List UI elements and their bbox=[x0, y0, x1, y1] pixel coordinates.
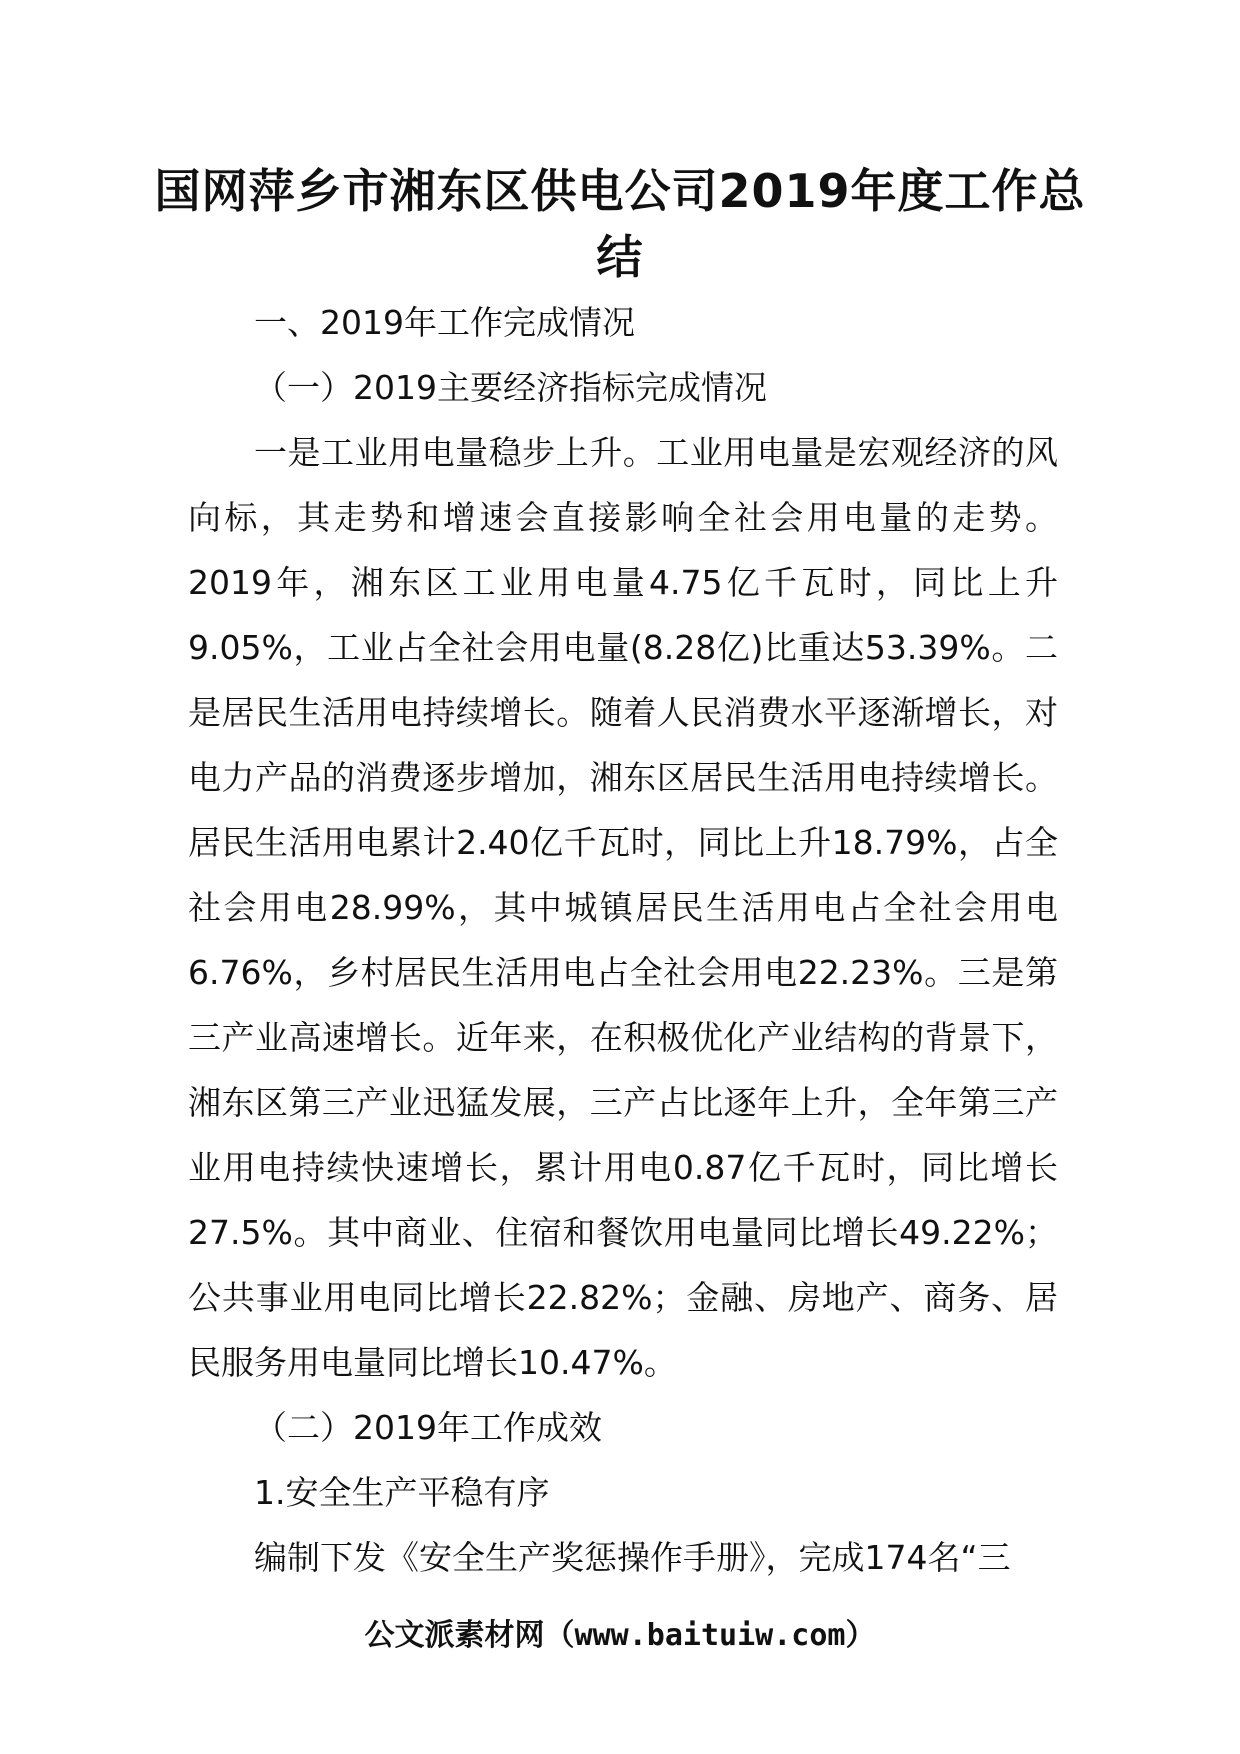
item-heading: 1.安全生产平稳有序 bbox=[254, 1473, 550, 1512]
document-title: 国网萍乡市湘东区供电公司2019年度工作总结 bbox=[154, 164, 1086, 284]
document-body bbox=[188, 290, 1058, 1590]
body-paragraph: 编制下发《安全生产奖惩操作手册》，完成174名“三 bbox=[254, 1538, 1011, 1577]
section-heading: 一、2019年工作完成情况 bbox=[254, 303, 635, 342]
footer-watermark: 公文派素材网（www.baituiw.com） bbox=[364, 1618, 876, 1653]
subsection-heading: （一）2019主要经济指标完成情况 bbox=[254, 368, 767, 407]
subsection-heading: （二）2019年工作成效 bbox=[254, 1408, 602, 1447]
body-paragraph: 一是工业用电量稳步上升。工业用电量是宏观经济的风向标，其走势和增速会直接影响全社会用电量的走势。2019年，湘东区工业用电量4.75亿千瓦时，同比上升9.05%，工业占全社会用电量(8.28亿)比重达53.39%。二是居民生活用电持续增长。随着人民消费水平逐渐增长，对电力产品的消费逐步增加，湘东区居民生活用电持续增长。居民生活用电累计2.40亿千瓦时，同比上升18.79%，占全社会用电28.99%，其中城镇居民生活用电占全社会用电6.76%，乡村居民生活用电占全社会用电22.23%。三是第三产业高速增长。近年来，在积极优化产业结构的背景下，湘东区第三产业迅猛发展，三产占比逐年上升，全年第三产业用电持续快速增长，累计用电0.87亿千瓦时，同比增长27.5%。其中商业、住宿和餐饮用电量同比增长49.22%；公共事业用电同比增长22.82%；金融、房地产、商务、居民服务用电量同比增长10.47%。 bbox=[188, 433, 1058, 1382]
